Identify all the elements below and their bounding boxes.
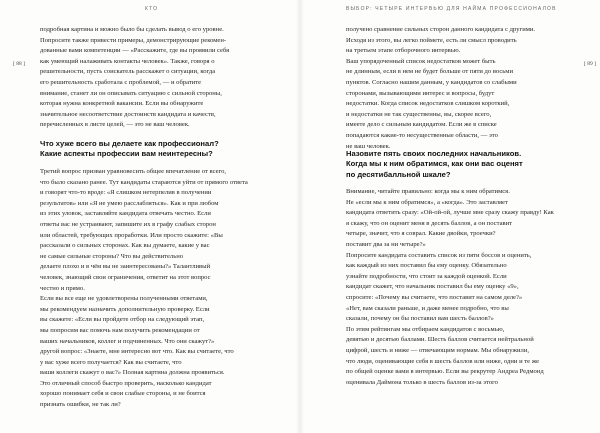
right-text-line: не длинным, если в нем не будет больше от пяти до восьми — [346, 68, 513, 76]
right-text-line: кандидат скажет, что начальник поставил бы ему оценку «9», — [346, 283, 519, 291]
left-text-line: которая нужна конкретной вакансии. Если вы обнаружите — [40, 100, 204, 108]
right-text-line: Исходя из этого, вы легко поймете, есть ли смысл проводить — [346, 36, 517, 44]
right-heading-line: Когда мы к ним обратимся, как они вас оценят — [346, 159, 523, 169]
left-text-line: Это отличный способ быстро проверить, насколько кандидат — [40, 379, 212, 387]
left-top-paragraph — [40, 25, 270, 131]
right-heading-line: Назовите пять своих последних начальников. — [346, 149, 522, 158]
left-running-head: КТО — [145, 6, 159, 12]
left-text-line: дованные вами компетенции — «Расскажите, где вы проявили себя — [40, 47, 230, 55]
right-text-line: спросите: «Почему вы считаете, что поставит на самом деле?» — [346, 293, 523, 301]
right-text-line: пунктов. Согласно нашим данным, у кандидатов со слабыми — [346, 78, 517, 86]
right-text-line: По этим рейтингам мы отбираем кандидатов с восьмью, — [346, 325, 505, 333]
left-text-line: из этих уловок, заставляйте кандидата отвечать честно. Если — [40, 210, 211, 218]
right-text-line: попадаются какие-то несущественные области, — это — [346, 131, 498, 139]
right-text-line: я скажу, что он оценит меня в десять баллов, а он поставит — [346, 219, 513, 227]
right-body-paragraphs — [346, 187, 574, 388]
left-body-paragraphs — [40, 167, 270, 411]
left-heading-line: Какие аспекты профессии вам неинтересны? — [40, 149, 213, 159]
left-text-line: рассказали о сильных сторонах. Как вы думаете, какие у вас — [40, 242, 210, 250]
left-text-line: ответы вас не устраивают, запишите их в графу слабых сторон — [40, 220, 216, 228]
left-text-line: другой вопрос: «Знаете, мне интересно вот что. Как вы считаете, что — [40, 348, 234, 356]
right-text-line: Внимание, читайте правильно: когда мы к ним обратимся. — [346, 188, 510, 195]
left-text-line: значительное несоответствие достоинств кандидата и качеств, — [40, 110, 216, 118]
right-section-heading — [346, 149, 574, 180]
right-top-paragraph — [346, 25, 574, 152]
left-text-line: результатов» или «Я не умею расслабляться». Как и при любом — [40, 199, 219, 207]
right-text-line: «Нет, вам сказали раньше, и даже менее подробно, что вы — [346, 304, 509, 312]
left-text-line: Если вы все еще не удовлетворены полученными ответами, — [40, 295, 208, 303]
left-text-line: и говорят что-то вроде: «Я слишком нетерпелив в получении — [40, 189, 212, 197]
right-text-line: Попросите кандидата составить список из пяти боссов и оценить, — [346, 251, 532, 259]
right-text-line: имеете дело с сильным кандидатом. Если же в списке — [346, 121, 497, 129]
left-text-line: что было сказано ранее. Тут кандидаты стараются уйти от прямого ответа — [40, 178, 248, 186]
right-text-line: недостатки. Когда список недостатков слишком короткий, — [346, 100, 510, 108]
right-text-line: по общей оценке вами в интервью. Если вы рекрутер Андреа Редмонд — [346, 368, 544, 376]
left-text-line: перечисленных в листе целей, — это не ваш человек. — [40, 121, 190, 129]
right-text-line: четыре, значит, что я соврал. Какие двойки, троечки? — [346, 230, 496, 238]
left-page-number: [ 88 ] — [13, 61, 25, 67]
left-text-line: у вас хуже всего получается? Как вы считаете, что — [40, 358, 182, 366]
right-text-line: как каждый из них поставил бы ему оценку. Обязательно — [346, 262, 507, 270]
right-text-line: получено сравнение сильных сторон данного кандидата с другими. — [346, 26, 536, 33]
left-text-line: ваши коллеги скажут о вас?» Полная картина должна проявиться. — [40, 369, 225, 377]
right-text-line: что люди, оценивающие себя в шесть баллов или ниже, одни и те же — [346, 357, 540, 365]
right-text-line: узнайте подробности, что стоит за каждой оценкой. Если — [346, 272, 507, 280]
left-text-line: как умеющий налаживать контакты человек». Также, говоря о — [40, 57, 215, 65]
right-text-line: на третьем этапе отборочного интервью. — [346, 47, 461, 55]
left-text-line: внимание, станет ли он описывать ситуацию с сильной стороны, — [40, 89, 222, 97]
right-text-line: и недостатки не так существенны, вы, скорее всего, — [346, 110, 492, 118]
right-running-head: ВЫБОР: ЧЕТЫРЕ ИНТЕРВЬЮ ДЛЯ НАЙМА ПРОФЕССИОНАЛОВ — [346, 6, 557, 12]
right-text-line: кандидата ответить сразу: «Ой-ой-ой, лучше мне сразу скажу правду! Как — [346, 209, 554, 217]
left-text-line: честно и прямо. — [40, 284, 85, 292]
left-text-line: Попросите также привести примеры, демонстрирующие рекомен- — [40, 36, 227, 44]
right-page — [300, 0, 600, 433]
left-section-heading — [40, 139, 270, 160]
left-text-line: хорошо понимает себя и свои слабые стороны, и не боится — [40, 390, 206, 398]
right-heading-line: по десятибалльной шкале? — [346, 169, 451, 179]
right-text-line: оценивала Даймона только в шесть баллов из-за этого — [346, 378, 498, 386]
right-page-number: [ 89 ] — [584, 61, 596, 67]
left-text-line: мы попросим вас помочь нам получить рекомендации от — [40, 326, 200, 334]
right-text-line: сторонами, вызывающими интерес и вопросы, будут — [346, 89, 495, 97]
right-text-line: девятью и десятью баллами. Шесть баллов считается нейтральной — [346, 336, 534, 344]
right-text-line: Не «если мы к ним обратимся», а «когда». Это заставляет — [346, 198, 508, 206]
left-text-line: признать ошибки, не так ли? — [40, 401, 121, 409]
right-text-line: Ваш упорядоченный список недостатков может быть — [346, 57, 496, 65]
left-text-line: вы скажете: «Если вы пройдете отбор на следующий этап, — [40, 316, 205, 324]
right-text-line: сказали, почему он бы поставил вам шесть баллов?» — [346, 315, 494, 323]
left-text-line: решительности, пусть соискатель расскажет о ситуации, когда — [40, 68, 216, 76]
left-text-line: делаете плохо и в чём вы не заинтересованы?» Талантливый — [40, 263, 211, 271]
left-text-line: мы рекомендуем назначить дополнительную проверку. Если — [40, 305, 210, 313]
left-heading-line: Что хуже всего вы делаете как профессионал? — [40, 139, 219, 148]
left-text-line: или областей, требующих проработки. Или просто скажите: «Вы — [40, 231, 223, 239]
right-text-line: поставит два за ни четыре?» — [346, 240, 426, 248]
left-text-line: Третий вопрос призван уравновесить общее впечатление от всего, — [40, 168, 227, 175]
left-text-line: подробная картина и можно было бы сделать вывод о его уровне. — [40, 26, 224, 33]
right-text-line: не ваш человек. — [346, 142, 391, 150]
left-text-line: ваших начальников, коллег и подчиненных. Что они скажут?» — [40, 337, 215, 345]
left-text-line: человек, знающий свои ограничения, ответит на этот вопрос — [40, 273, 211, 281]
left-text-line: его решительность сработала с проблемой, — и обратите — [40, 78, 202, 86]
right-text-line: цифрой, шесть и ниже — отвечающим нормам. Мы обнаружили, — [346, 346, 529, 354]
left-text-line: не самые сильные стороны? Что вы действительно — [40, 252, 184, 260]
